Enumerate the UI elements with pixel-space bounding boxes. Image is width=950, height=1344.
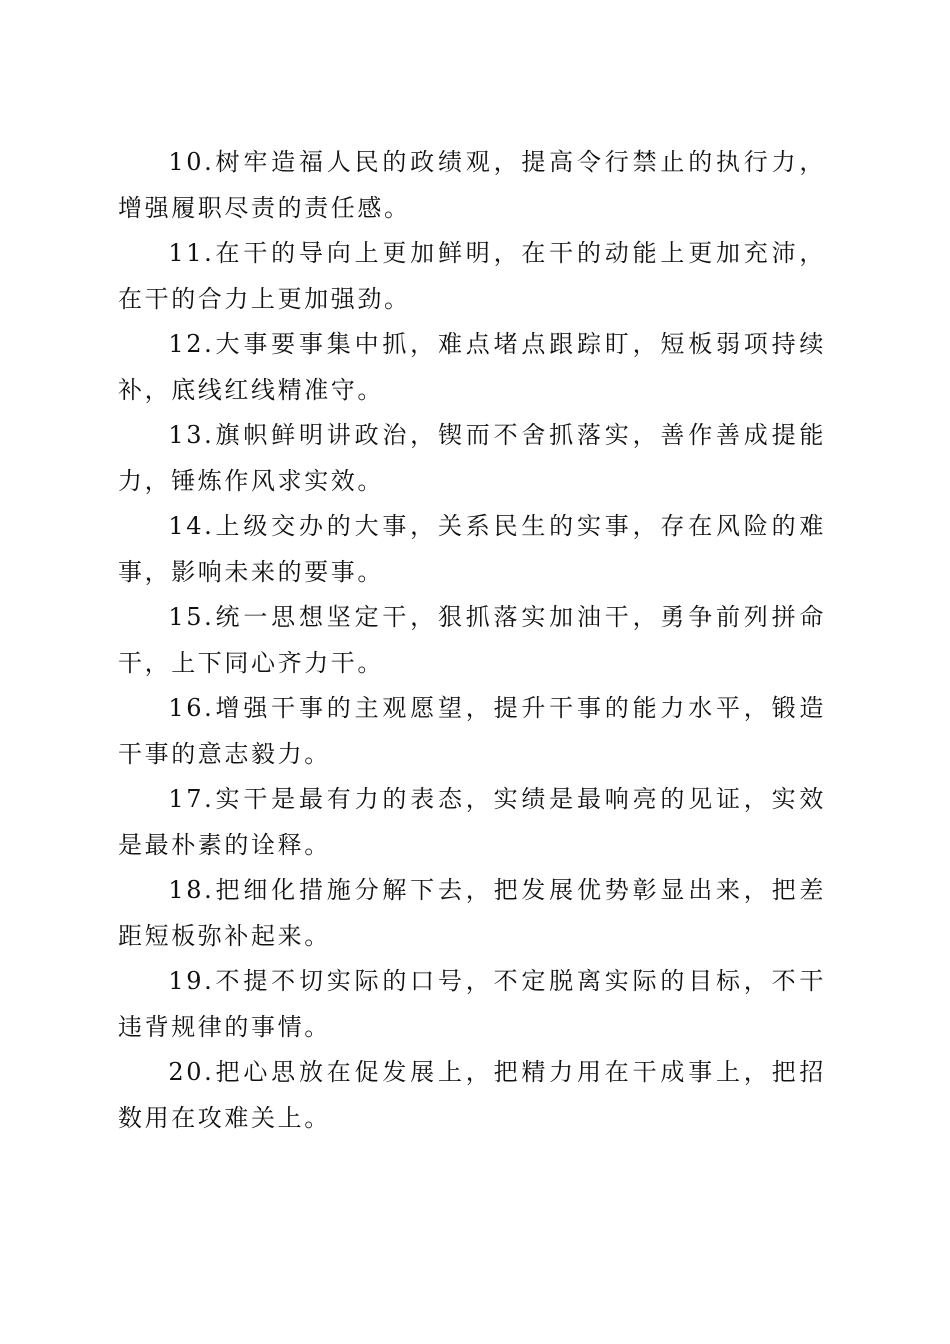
paragraph-20: 20.把心思放在促发展上，把精力用在干成事上，把招数用在攻难关上。 xyxy=(118,1058,826,1132)
paragraph-14: 14.上级交办的大事，关系民生的实事，存在风险的难事，影响未来的要事。 xyxy=(118,512,826,586)
paragraph-11: 11.在干的导向上更加鲜明，在干的动能上更加充沛，在干的合力上更加强劲。 xyxy=(118,239,826,313)
paragraph-10: 10.树牢造福人民的政绩观，提高令行禁止的执行力，增强履职尽责的责任感。 xyxy=(118,148,826,222)
paragraph-17: 17.实干是最有力的表态，实绩是最响亮的见证，实效是最朴素的诠释。 xyxy=(118,785,826,859)
paragraph-15: 15.统一思想坚定干，狠抓落实加油干，勇争前列拼命干，上下同心齐力干。 xyxy=(118,603,826,677)
paragraph-19: 19.不提不切实际的口号，不定脱离实际的目标，不干违背规律的事情。 xyxy=(118,967,826,1041)
document-body xyxy=(118,140,826,1141)
paragraph-16: 16.增强干事的主观愿望，提升干事的能力水平，锻造干事的意志毅力。 xyxy=(118,694,826,768)
paragraph-18: 18.把细化措施分解下去，把发展优势彰显出来，把差距短板弥补起来。 xyxy=(118,876,826,950)
paragraph-12: 12.大事要事集中抓，难点堵点跟踪盯，短板弱项持续补，底线红线精准守。 xyxy=(118,330,826,404)
paragraph-13: 13.旗帜鲜明讲政治，锲而不舍抓落实，善作善成提能力，锤炼作风求实效。 xyxy=(118,421,826,495)
